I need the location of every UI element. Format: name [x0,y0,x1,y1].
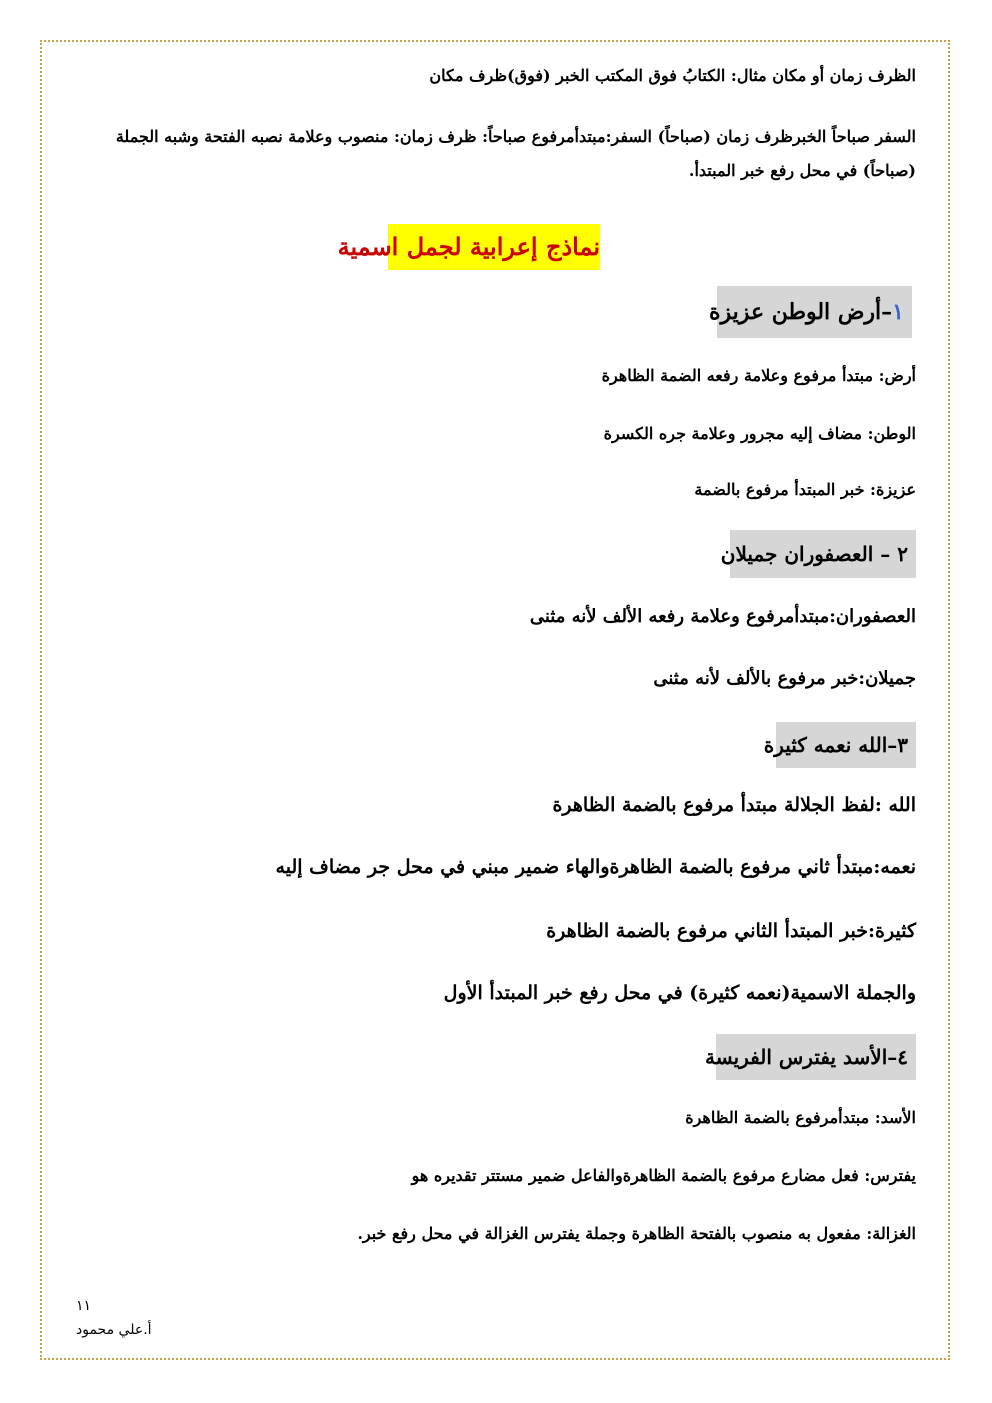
section-3-line-2: نعمه:مبتدأ ثاني مرفوع بالضمة الظاهرةوالهاء ضمير مبني في محل جر مضاف إليه [275,856,916,878]
section-3-title: –الله نعمه كثيرة [763,733,898,757]
section-4-line-1: الأسد: مبتدأمرفوع بالضمة الظاهرة [685,1108,916,1127]
section-1-line-1: أرض: مبتدأ مرفوع وعلامة رفعه الضمة الظاهرة [601,366,916,385]
section-3-line-3: كثيرة:خبر المبتدأ الثاني مرفوع بالضمة الظاهرة [546,920,916,942]
section-2-heading [720,530,916,578]
section-1-line-3: عزيزة: خبر المبتدأ مرفوع بالضمة [694,480,916,499]
intro-line-2: السفر صباحاً الخبرظرف زمان (صباحاً) السفر:مبتدأمرفوع صباحاً: ظرف زمان: منصوب وعلامة نصبه الفتحة وشبه الجملة (صباحاً) في محل رفع خبر المبتدأ. [115,127,916,180]
section-3-heading [763,722,916,768]
section-1-heading [709,286,912,338]
section-2-number: ٢ [897,542,908,566]
main-title: نماذج إعرابية لجمل اسمية [388,224,600,270]
section-1-number: ١ [892,299,904,325]
intro-line-1: الظرف زمان أو مكان مثال: الكتابُ فوق المكتب الخبر (فوق)ظرف مكان [429,66,916,85]
page-number: ١١ [76,1298,92,1314]
section-4-number: ٤ [897,1045,908,1069]
section-1-title: –أرض الوطن عزيزة [709,299,893,325]
section-3-line-1: الله :لفظ الجلالة مبتدأ مرفوع بالضمة الظاهرة [552,794,916,816]
section-2-title: – العصفوران جميلان [720,542,898,566]
author-name: أ.علي محمود [76,1322,152,1338]
section-3-line-4: والجملة الاسمية(نعمه كثيرة) في محل رفع خبر المبتدأ الأول [443,982,916,1004]
section-2-line-1: العصفوران:مبتدأمرفوع وعلامة رفعه الألف لأنه مثنى [529,606,916,627]
section-4-title: –الأسد يفترس الفريسة [705,1045,898,1069]
section-4-line-2: يفترس: فعل مضارع مرفوع بالضمة الظاهرةوالفاعل ضمير مستتر تقديره هو [411,1166,916,1185]
section-4-heading [705,1034,916,1080]
section-4-line-3: الغزالة: مفعول به منصوب بالفتحة الظاهرة وجملة يفترس الغزالة في محل رفع خبر. [357,1224,916,1243]
section-2-line-2: جميلان:خبر مرفوع بالألف لأنه مثنى [653,668,916,689]
section-3-number: ٣ [897,733,908,757]
section-1-line-2: الوطن: مضاف إليه مجرور وعلامة جره الكسرة [603,424,916,443]
